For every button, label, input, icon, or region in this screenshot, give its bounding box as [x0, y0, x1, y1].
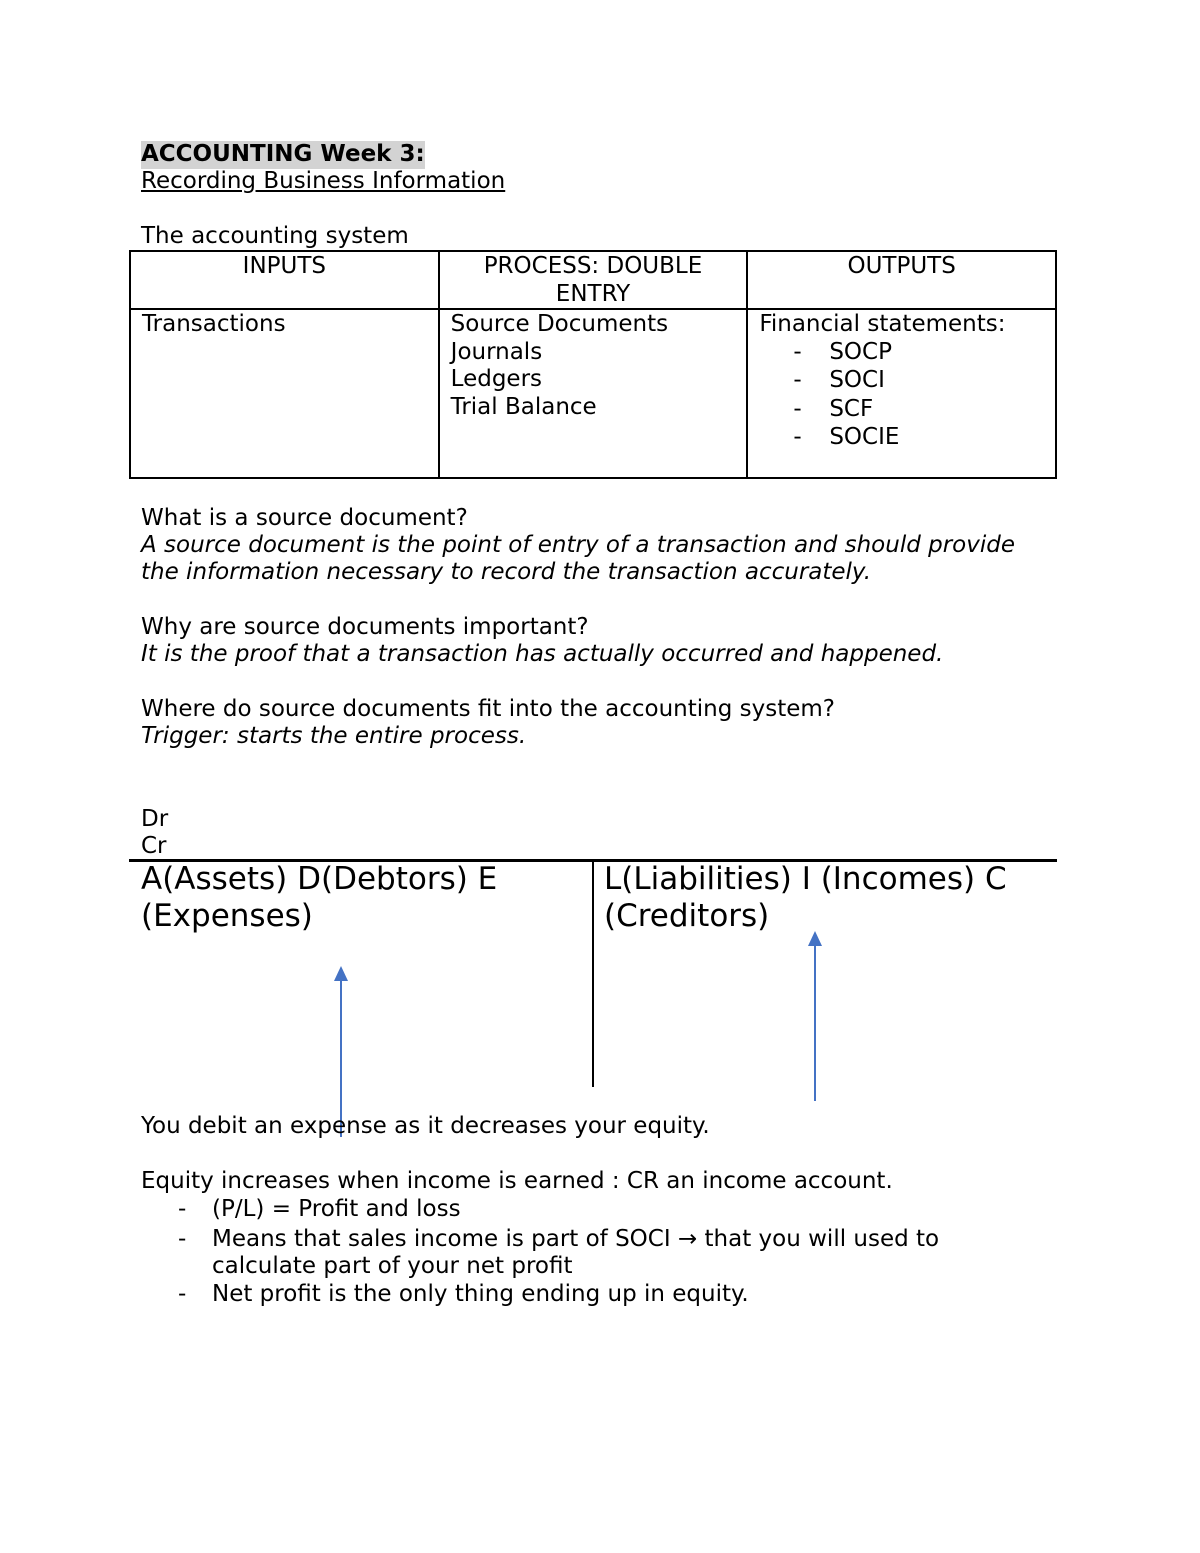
- page-subtitle: Recording Business Information: [141, 168, 506, 194]
- question-1: What is a source document?: [141, 505, 468, 531]
- cr-label: Cr: [141, 833, 167, 859]
- list-item: [178, 1196, 461, 1224]
- bullet-text: (P/L) = Profit and loss: [212, 1196, 461, 1222]
- output-name: SCF: [829, 395, 874, 422]
- list-item: [178, 1226, 940, 1254]
- inputs-value: Transactions: [142, 311, 286, 337]
- bullet-text: Means that sales income is part of SOCI → that you will used to: [212, 1226, 940, 1252]
- answer-1-line-2: the information necessary to record the transaction accurately.: [141, 559, 872, 585]
- dr-label: Dr: [141, 806, 169, 832]
- question-3: Where do source documents fit into the accounting system?: [141, 696, 835, 722]
- process-item: Source Documents: [450, 311, 669, 337]
- dash-bullet: -: [793, 367, 802, 393]
- credit-side-line-1: L(Liabilities) I (Incomes) C: [604, 861, 1007, 897]
- debit-side-line-2: (Expenses): [141, 898, 313, 934]
- output-name: SOCIE: [829, 424, 900, 450]
- list-item: [178, 1281, 749, 1309]
- debit-arrow-icon: [334, 966, 348, 1137]
- dash-bullet: -: [178, 1226, 187, 1252]
- header-inputs: INPUTS: [130, 251, 439, 309]
- dash-bullet: -: [793, 395, 802, 422]
- process-item: Ledgers: [450, 366, 543, 392]
- system-caption: The accounting system: [141, 223, 409, 249]
- equity-note: Equity increases when income is earned : CR an income account.: [141, 1168, 893, 1194]
- debit-note: You debit an expense as it decreases your equity.: [141, 1113, 710, 1139]
- bullet-text: Net profit is the only thing ending up in equity.: [212, 1281, 749, 1307]
- bullet-continuation: calculate part of your net profit: [212, 1253, 573, 1279]
- answer-3: Trigger: starts the entire process.: [141, 723, 527, 749]
- outputs-label: Financial statements:: [759, 311, 1006, 337]
- output-name: SOCP: [829, 338, 892, 365]
- debit-side-line-1: A(Assets) D(Debtors) E: [141, 861, 498, 897]
- credit-side-line-2: (Creditors): [604, 898, 770, 934]
- process-item: Trial Balance: [450, 393, 597, 420]
- header-process: PROCESS: DOUBLE ENTRY: [439, 251, 748, 309]
- header-outputs: OUTPUTS: [747, 251, 1056, 309]
- answer-2: It is the proof that a transaction has actually occurred and happened.: [141, 641, 944, 667]
- dash-bullet: -: [178, 1196, 187, 1222]
- dash-bullet: -: [793, 338, 802, 365]
- dash-bullet: -: [178, 1281, 187, 1307]
- answer-1-line-1: A source document is the point of entry of a transaction and should provide: [141, 532, 1015, 558]
- page-title: ACCOUNTING Week 3:: [141, 141, 425, 167]
- process-item: Journals: [450, 338, 543, 365]
- dash-bullet: -: [793, 424, 802, 450]
- question-2: Why are source documents important?: [141, 614, 589, 640]
- output-name: SOCI: [829, 367, 885, 393]
- credit-arrow-icon: [808, 931, 822, 1101]
